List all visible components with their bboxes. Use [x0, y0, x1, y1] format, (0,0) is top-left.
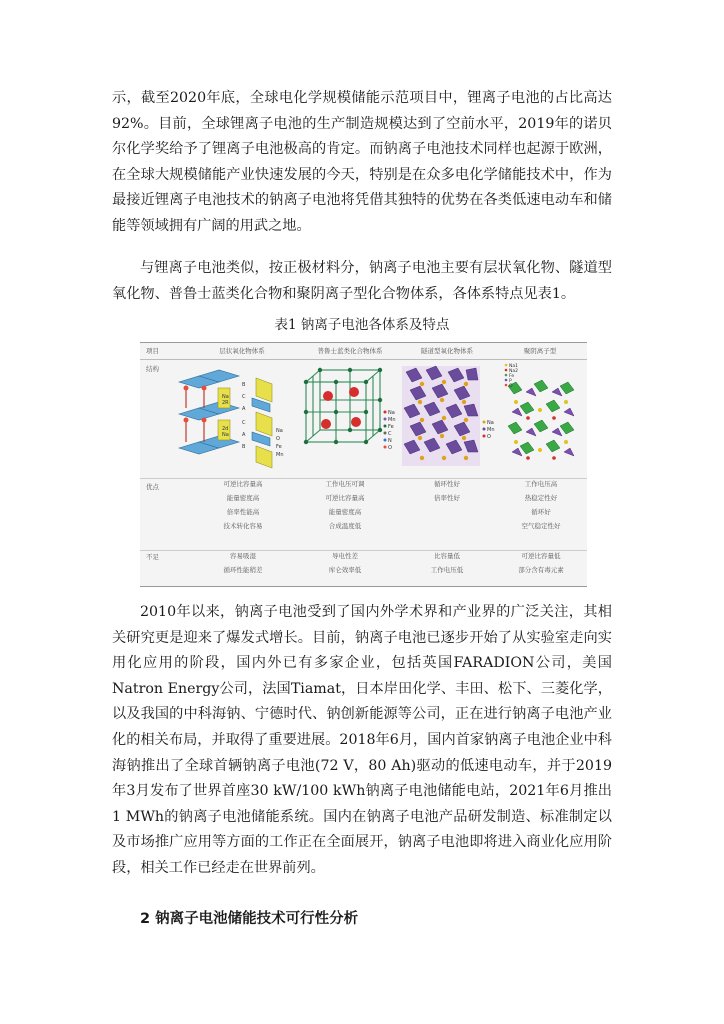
cell-text: 循环性能稍差 — [223, 566, 263, 574]
polyanion-structure-image — [500, 362, 586, 474]
row-label-advantages: 优点 — [146, 483, 159, 491]
fig-label: C — [242, 394, 246, 400]
cell-text: 倍率性能高 — [226, 508, 260, 516]
fig-label: Na — [276, 428, 283, 434]
advantages-tunnel — [402, 477, 492, 505]
table-caption: 表1 钠离子电池各体系及特点 — [274, 317, 450, 333]
fig-label: O — [388, 445, 392, 451]
cell-text: 热稳定性好 — [524, 494, 558, 502]
fig-label: B — [242, 444, 246, 450]
cell-text: 可逆比容量高 — [223, 480, 263, 488]
cell-text: 导电性差 — [332, 552, 358, 560]
header-item: 项目 — [146, 347, 159, 355]
cell-text: 容易吸湿 — [230, 552, 256, 560]
fig-label: A — [242, 406, 246, 412]
fig-label: Na — [487, 420, 494, 426]
fig-label: 2d — [222, 426, 229, 432]
disadvantages-prussian — [300, 549, 390, 577]
fig-label: C — [242, 420, 246, 426]
cell-text: 倍率性好 — [434, 494, 460, 502]
fig-label: A — [242, 432, 246, 438]
cell-text: 可逆比容量高 — [325, 494, 365, 502]
cell-text: 能量密度高 — [328, 508, 362, 516]
fig-label: Mn — [388, 417, 396, 423]
advantages-prussian — [300, 477, 390, 533]
fig-label: Na — [222, 394, 229, 400]
cell-text: 比容量低 — [434, 552, 460, 560]
cell-text: 库仑效率低 — [328, 566, 362, 574]
fig-label: N — [388, 438, 392, 444]
header-tunnel: 隧道型氧化物体系 — [421, 347, 473, 355]
fig-label: Fe — [388, 424, 394, 430]
system-comparison-table — [140, 342, 587, 587]
cell-text: 工作电压高 — [524, 480, 558, 488]
fig-label: Na2 — [509, 369, 518, 374]
cell-text: 可逆比容量低 — [521, 552, 561, 560]
disadvantages-polyanion — [496, 549, 586, 577]
cell-text: 循环好 — [531, 508, 551, 516]
fig-label: O — [509, 384, 513, 389]
table-bottom-rule — [140, 586, 587, 587]
advantages-layered — [198, 477, 288, 533]
prussian-blue-structure-image — [296, 362, 396, 474]
header-layered: 层状氧化物体系 — [219, 347, 265, 355]
row-label-structure: 结构 — [146, 365, 159, 373]
cell-text: 技术转化容易 — [223, 522, 263, 530]
cell-text: 循环性好 — [434, 480, 460, 488]
cell-text: 空气稳定性好 — [521, 522, 561, 530]
fig-label: C — [388, 431, 392, 437]
fig-label: B — [242, 382, 246, 388]
advantages-polyanion — [496, 477, 586, 533]
cell-text: 合成温度低 — [328, 522, 362, 530]
cell-text: 部分含有毒元素 — [518, 566, 564, 574]
layered-oxide-structure-image — [174, 362, 284, 474]
cell-text: 工作电压可调 — [325, 480, 365, 488]
fig-label: Na — [222, 432, 229, 438]
disadvantages-layered — [198, 549, 288, 577]
disadvantages-tunnel — [402, 549, 492, 577]
section-heading: 2 钠离子电池储能技术可行性分析 — [140, 911, 359, 927]
cell-text: 工作电压低 — [430, 566, 464, 574]
paragraph-intro: 示，截至2020年底，全球电化学规模储能示范项目中，锂离子电池的占比高达92%。目前，全球锂离子电池的生产制造规模达到了空前水平，2019年的诺贝尔化学奖给予了锂离子电池极高的肯定。而钠离子电池技术同样也起源于欧洲，在全球大规模储能产业快速发展的今天，特别是在众多电化学储能技术中，作为最接近锂离子电池技术的钠离子电池将凭借其独特的优势在各类低速电动车和储能等领域拥有广阔的用武之地。 — [112, 90, 612, 234]
header-polyanion: 聚阴离子型 — [523, 347, 557, 355]
tunnel-oxide-structure-image — [402, 362, 496, 474]
paragraph-cathode-types: 与锂离子电池类似，按正极材料分，钠离子电池主要有层状氧化物、隧道型氧化物、普鲁士蓝类化合物和聚阴离子型化合物体系，各体系特点见表1。 — [112, 260, 612, 302]
fig-label: O — [276, 436, 280, 442]
fig-label: Fe — [276, 444, 282, 450]
paragraph-industry-progress: 2010年以来，钠离子电池受到了国内外学术界和产业界的广泛关注，其相关研究更是迎来了爆发式增长。目前，钠离子电池已逐步开始了从实验室走向实用化应用的阶段，国内外已有多家企业，包括英国FARADION公司，美国Natron Energy公司，法国Tiamat，日本岸田化学、丰田、松下、三菱化学，以及我国的中科海钠、宁德时代、钠创新能源等公司，正在进行钠离子电池产业化的相关布局，并取得了重要进展。2018年6月，国内首家钠离子电池企业中科海钠推出了全球首辆钠离子电池(72 V，80 Ah)驱动的低速电动车，并于2019年3月发布了世界首座30 kW/100 kWh钠离子电池储能电站，2021年6月推出1 MWh的钠离子电池储能系统。国内在钠离子电池产品研发制造、标准制定以及市场推广应用等方面的工作正在全面展开，钠离子电池即将进入商业化应用阶段，相关工作已经走在世界前列。 — [112, 604, 612, 876]
fig-label: Na1 — [509, 364, 518, 369]
fig-label: Mn — [276, 452, 284, 458]
fig-label: Na — [388, 410, 395, 416]
fig-label: 2R — [222, 400, 229, 406]
fig-label: Mn — [487, 427, 495, 433]
fig-label: P — [509, 379, 512, 384]
row-label-disadvantages: 不足 — [146, 553, 159, 561]
fig-label: Fe — [509, 374, 515, 379]
fig-label: O — [487, 434, 491, 440]
header-prussian: 普鲁士蓝类化合物体系 — [317, 347, 383, 355]
table-header — [140, 342, 587, 360]
cell-text: 能量密度高 — [226, 494, 260, 502]
